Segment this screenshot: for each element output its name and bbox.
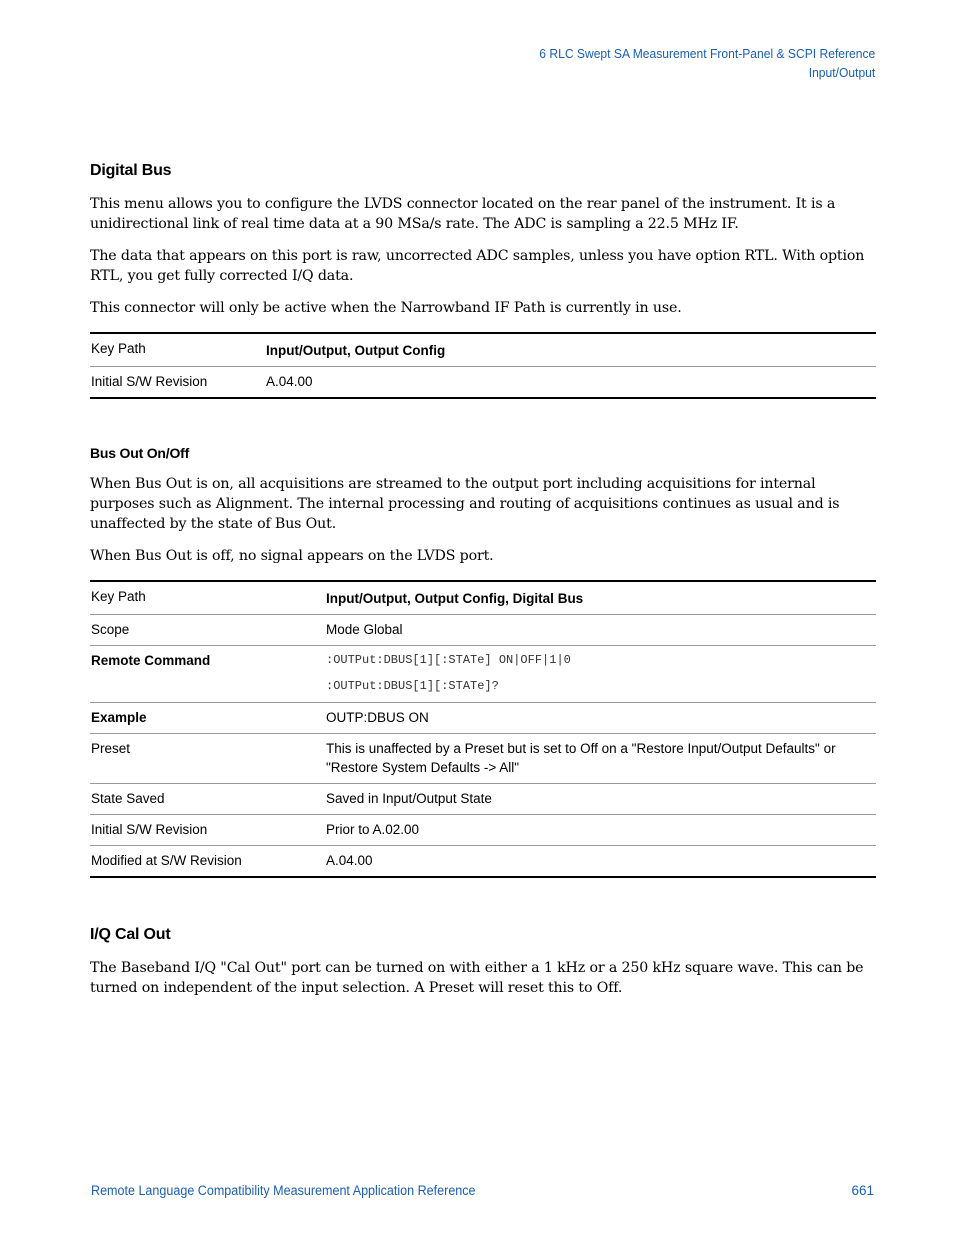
example-value: OUTP:DBUS ON	[325, 703, 876, 734]
page-content	[90, 162, 876, 1010]
table-row	[90, 581, 876, 615]
running-header	[539, 44, 875, 82]
state-saved-value: Saved in Input/Output State	[325, 784, 876, 815]
table-row	[90, 333, 876, 367]
revision-label: Initial S/W Revision	[90, 367, 265, 399]
table-row	[90, 784, 876, 815]
key-path-value: Input/Output, Output Config	[266, 343, 446, 358]
remote-command-label: Remote Command	[90, 646, 325, 703]
remote-command-value	[325, 646, 876, 703]
digital-bus-table	[90, 332, 876, 399]
iq-cal-out-paragraph: The Baseband I/Q "Cal Out" port can be turned on with either a 1 kHz or a 250 kHz square wave. This can be turned on independent of the input selection. A Preset will reset this to Off.	[90, 960, 864, 996]
chapter-title: 6 RLC Swept SA Measurement Front-Panel & SCPI Reference	[539, 46, 875, 61]
bus-out-heading: Bus Out On/Off	[90, 445, 190, 461]
table-row	[90, 815, 876, 846]
section-title: Input/Output	[808, 65, 875, 80]
revision-value: A.04.00	[265, 367, 876, 399]
table-row	[90, 646, 876, 703]
table-row	[90, 846, 876, 878]
digital-bus-heading: Digital Bus	[90, 162, 172, 179]
revision-label: Initial S/W Revision	[90, 815, 325, 846]
table-row	[90, 367, 876, 399]
scope-value: Mode Global	[325, 615, 876, 646]
table-row	[90, 615, 876, 646]
modified-label: Modified at S/W Revision	[90, 846, 325, 878]
key-path-label: Key Path	[91, 589, 146, 604]
revision-value: Prior to A.02.00	[325, 815, 876, 846]
remote-command-set: :OUTPut:DBUS[1][:STATe] ON|OFF|1|0	[326, 653, 571, 667]
bus-out-paragraph-2: When Bus Out is off, no signal appears on the LVDS port.	[90, 548, 494, 564]
page-number: 661	[851, 1183, 874, 1198]
digital-bus-paragraph-2: The data that appears on this port is raw, uncorrected ADC samples, unless you have option RTL. With option RTL, you get fully corrected I/Q data.	[90, 248, 865, 284]
table-row	[90, 734, 876, 784]
remote-command-query: :OUTPut:DBUS[1][:STATe]?	[326, 679, 499, 693]
digital-bus-paragraph-3: This connector will only be active when the Narrowband IF Path is currently in use.	[90, 300, 682, 316]
table-row	[90, 703, 876, 734]
modified-value: A.04.00	[325, 846, 876, 878]
key-path-label: Key Path	[91, 341, 146, 356]
key-path-value: Input/Output, Output Config, Digital Bus	[326, 591, 584, 606]
iq-cal-out-heading: I/Q Cal Out	[90, 926, 171, 943]
example-label: Example	[90, 703, 325, 734]
footer-doc-title: Remote Language Compatibility Measurement Application Reference	[91, 1183, 476, 1198]
preset-label: Preset	[90, 734, 325, 784]
bus-out-table	[90, 580, 876, 878]
scope-label: Scope	[90, 615, 325, 646]
preset-value: This is unaffected by a Preset but is set to Off on a "Restore Input/Output Defaults" or "Restore System Defaults -> All"	[325, 734, 876, 784]
digital-bus-paragraph-1: This menu allows you to configure the LVDS connector located on the rear panel of the instrument. It is a unidirectional link of real time data at a 90 MSa/s rate. The ADC is sampling a 22.5 MHz IF.	[90, 196, 836, 232]
bus-out-paragraph-1: When Bus Out is on, all acquisitions are streamed to the output port including acquisitions for internal purposes such as Alignment. The internal processing and routing of acquisitions continues as usual and is unaffected by the state of Bus Out.	[90, 476, 840, 532]
state-saved-label: State Saved	[90, 784, 325, 815]
